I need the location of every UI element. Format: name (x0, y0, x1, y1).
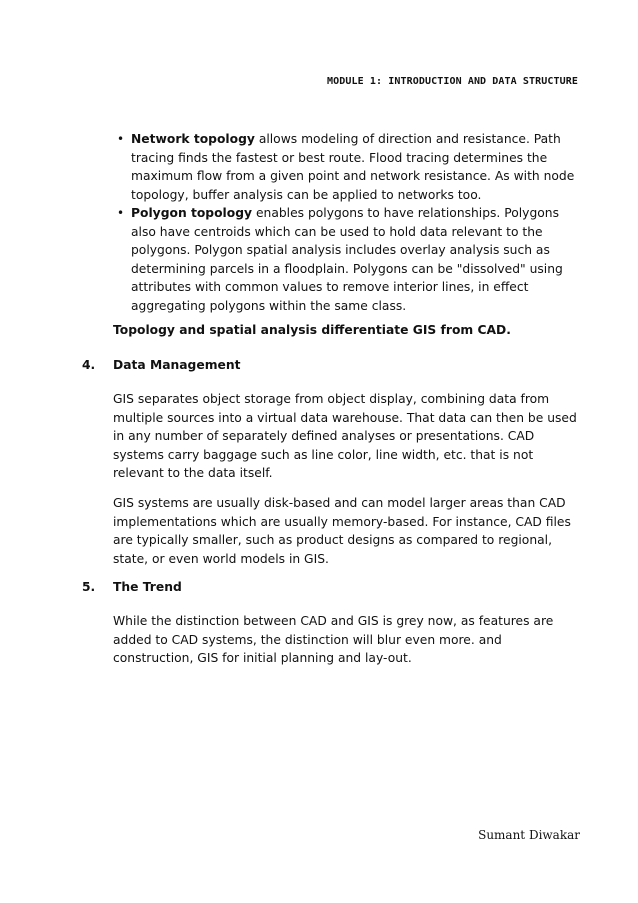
page-header: MODULE 1: INTRODUCTION AND DATA STRUCTURE (327, 76, 578, 87)
bullet-icon: • (117, 206, 125, 220)
bullet-text: allows modeling of direction and resistance. Path tracing finds the fastest or best route. Flood tracing determines the maximum flow from a given point and network resistance. As with node topology, buffer analysis can be applied to networks too. (131, 132, 575, 202)
paragraph: GIS separates object storage from object display, combining data from multiple sources into a virtual data warehouse. That data can then be used in any number of separately defined analyses or presentations. CAD systems carry baggage such as line color, line width, etc. that is not relevant to the data itself. (113, 392, 577, 480)
section-number: 5. (82, 580, 96, 594)
page-footer-author: Sumant Diwakar (478, 828, 580, 842)
list-item (117, 130, 581, 204)
section-heading (82, 358, 240, 372)
bullet-icon: • (117, 132, 125, 146)
section-number: 4. (82, 358, 96, 372)
bullet-text: enables polygons to have relationships. Polygons also have centroids which can be used to hold data relevant to the polygons. Polygon spatial analysis includes overlay analysis such as determining parcels in a floodplain. Polygons can be "dissolved" using attributes with common values to remove interior lines, in effect aggregating polygons within the same class. (131, 206, 563, 313)
bullet-term: Polygon topology (131, 206, 253, 220)
paragraph: While the distinction between CAD and GIS is grey now, as features are added to CAD systems, the distinction will blur even more. and construction, GIS for initial planning and lay-out. (113, 614, 554, 665)
section-title: Data Management (113, 358, 241, 372)
topology-bullet-list (117, 130, 581, 315)
section-heading (82, 580, 182, 594)
paragraph: GIS systems are usually disk-based and can model larger areas than CAD implementations which are usually memory-based. For instance, CAD files are typically smaller, such as product designs as compared to regional, state, or even world models in GIS. (113, 496, 571, 566)
list-item (117, 204, 581, 315)
summary-statement: Topology and spatial analysis differentiate GIS from CAD. (113, 323, 511, 337)
section-title: The Trend (113, 580, 182, 594)
bullet-term: Network topology (131, 132, 255, 146)
